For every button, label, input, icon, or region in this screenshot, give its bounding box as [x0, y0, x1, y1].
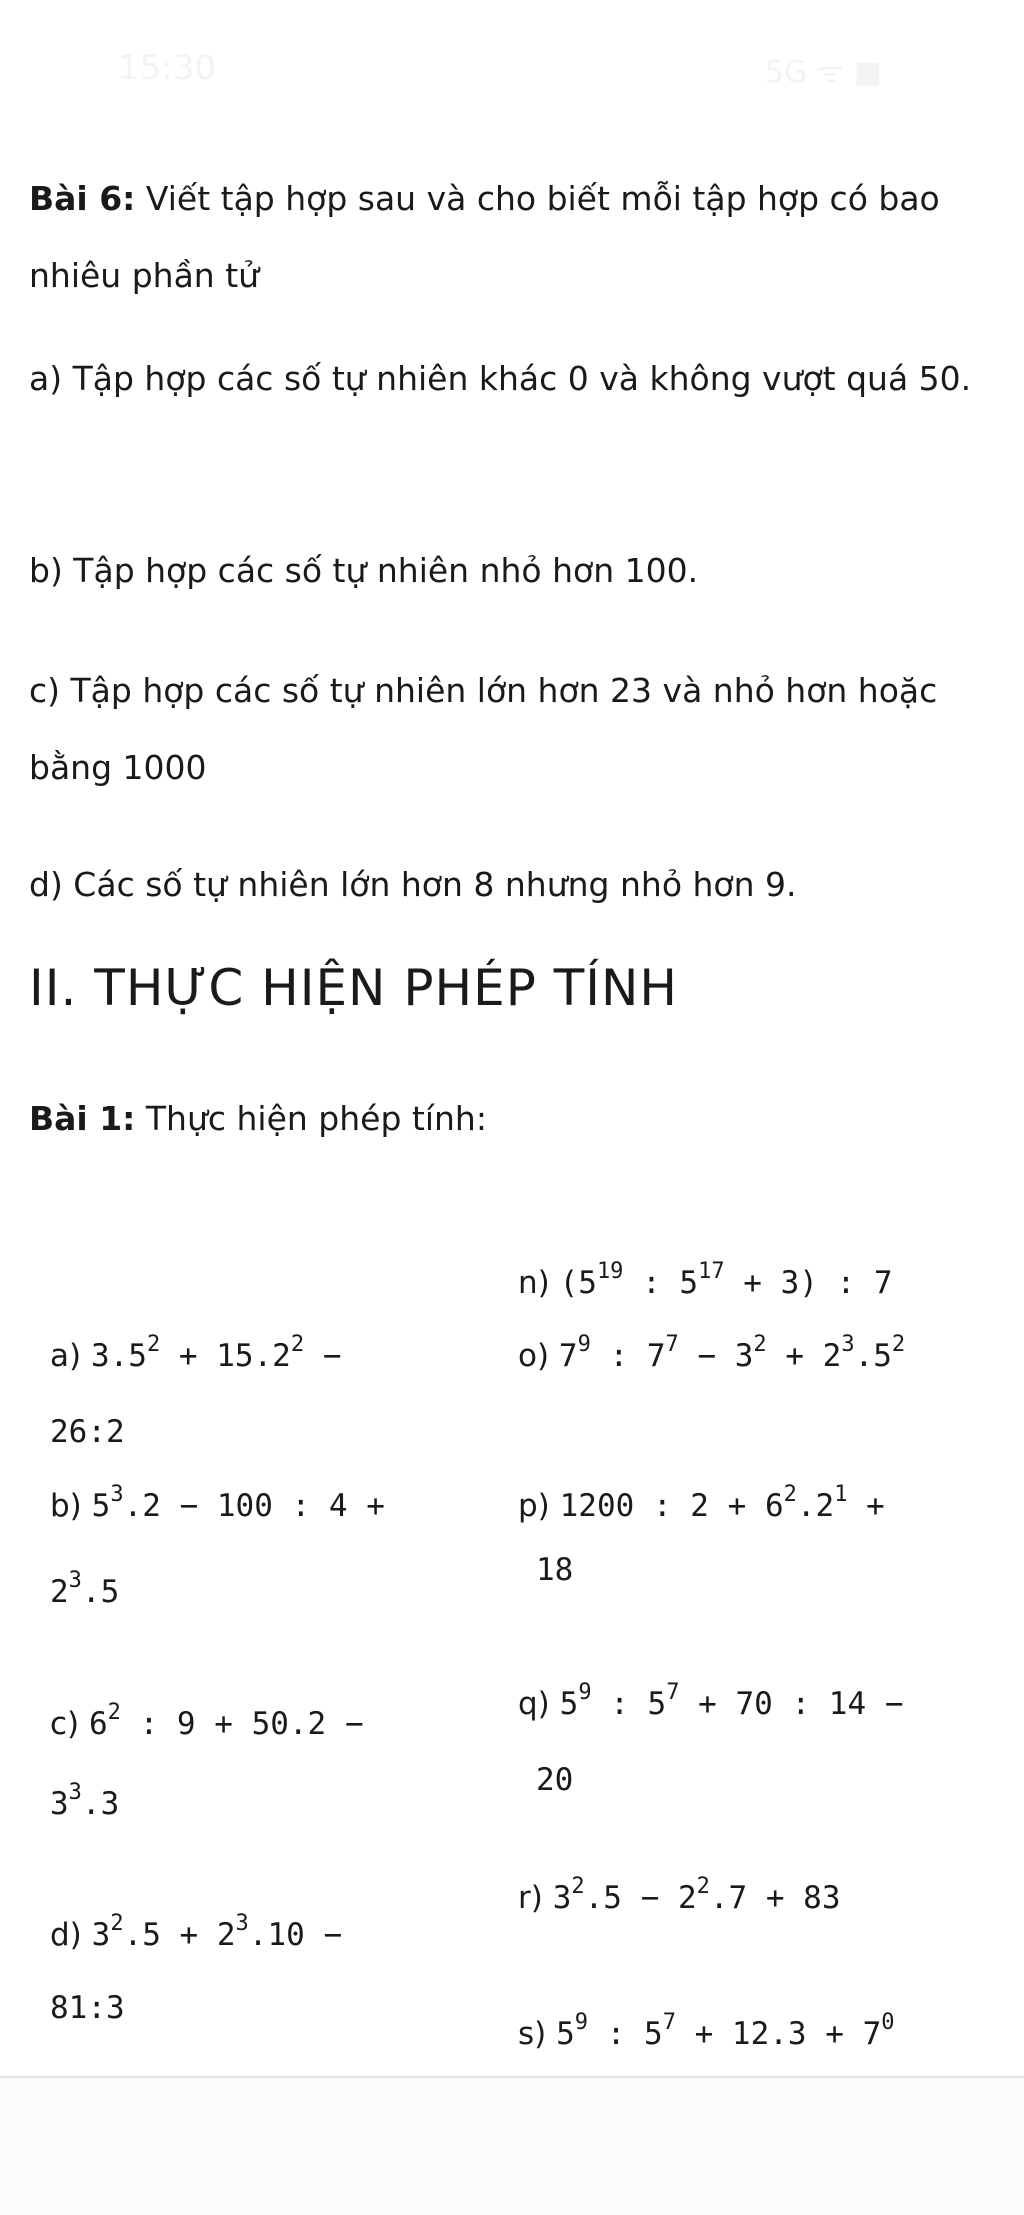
exercise-n: n) ($5^{19}$ : $5^{17} + 3$) : 7 [518, 1258, 893, 1301]
bai1-intro [29, 1080, 999, 1157]
section-title: II. THỰC HIỆN PHÉP TÍNH [29, 959, 679, 1017]
status-bar [0, 0, 1024, 110]
exercise-r: r) $3^2.5 - 2^2.7 + 83$ [518, 1873, 841, 1916]
exercise-d-line2: 81:3 [50, 1990, 125, 2026]
bai6-item-b: b) Tập hợp các số tự nhiên nhỏ hơn 100. [29, 551, 699, 590]
bai1-text: Thực hiện phép tính: [135, 1099, 487, 1138]
exercise-s: s) $5^9$ : $5^7 + 12.3 + 7^0$ [518, 2009, 895, 2052]
exercise-q-line2: 20 [536, 1762, 574, 1798]
exercise-b-line2: $2^3.5$ [50, 1567, 120, 1610]
exercise-a: a) $3.5^2 + 15.2^2$ − [50, 1331, 342, 1374]
bottom-area [0, 2078, 1024, 2215]
bai6-label: Bài 6: [29, 179, 136, 218]
exercise-b: b) $5^3.2 - 100$ : 4 + [50, 1481, 385, 1524]
bai6-text: Viết tập hợp sau và cho biết mỗi tập hợp có bao nhiêu phần tử [29, 179, 940, 295]
exercise-d: d) $3^2.5 + 2^3.10$ − [50, 1910, 343, 1953]
bai6-item-d: d) Các số tự nhiên lớn hơn 8 nhưng nhỏ hơn 9. [29, 865, 797, 904]
bai6-intro [29, 160, 999, 314]
bai6-item-c: c) Tập hợp các số tự nhiên lớn hơn 23 và nhỏ hơn hoặc bằng 1000 [29, 671, 938, 787]
exercise-c: c) $6^2$ : 9 + 50.2 − [50, 1699, 364, 1742]
exercise-a-line2: 26:2 [50, 1414, 125, 1450]
status-time: 15:30 [118, 48, 216, 88]
bai6-item-a: a) Tập hợp các số tự nhiên khác 0 và không vượt quá 50. [29, 359, 972, 398]
exercise-p: p) 1200 : $2 + 6^2.2^1$ + [518, 1481, 885, 1524]
exercise-c-line2: $3^3.3$ [50, 1779, 120, 1822]
bai1-label: Bài 1: [29, 1099, 136, 1138]
status-indicators: 5G ᯤ ■ [765, 55, 883, 90]
exercise-p-line2: 18 [536, 1552, 574, 1588]
exercise-q: q) $5^9$ : $5^7 + 70$ : 14 − [518, 1679, 904, 1722]
exercise-o: o) $7^9$ : $7^7 - 3^2 + 2^3.5^2$ [518, 1331, 906, 1374]
